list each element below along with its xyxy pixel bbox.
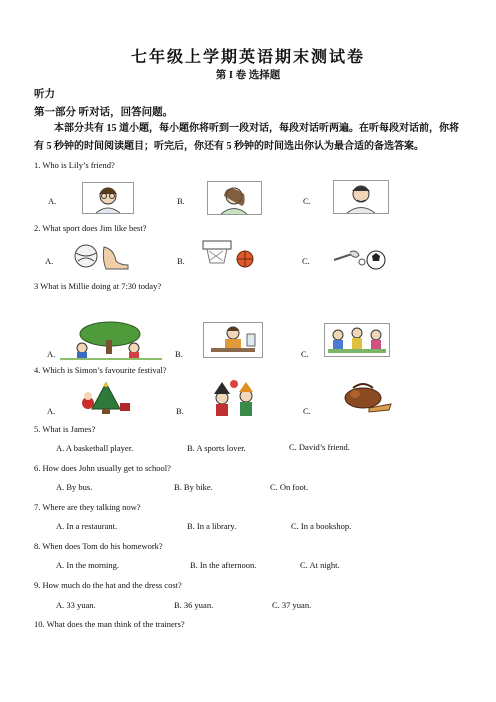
- q4-option-b[interactable]: B.: [176, 406, 184, 416]
- q1-picture-c: [333, 180, 389, 214]
- q4-option-a[interactable]: A.: [47, 406, 56, 416]
- q4-picture-a: [78, 381, 134, 415]
- q4-option-c[interactable]: C.: [303, 406, 311, 416]
- question-7: 7. Where are they talking now?: [34, 502, 141, 512]
- q7-option-a[interactable]: A. In a restaurant.: [56, 521, 118, 531]
- q5-option-b[interactable]: B. A sports lover.: [187, 443, 246, 453]
- question-3: 3 What is Millie doing at 7:30 today?: [34, 281, 162, 291]
- question-6: 6. How does John usually get to school?: [34, 463, 171, 473]
- q3-picture-a: [60, 320, 162, 360]
- q3-option-c[interactable]: C.: [301, 349, 309, 359]
- q6-option-b[interactable]: B. By bike.: [174, 482, 213, 492]
- q1-picture-a: [82, 182, 134, 214]
- q2-picture-b: [201, 239, 259, 271]
- q8-option-c[interactable]: C. At night.: [300, 560, 340, 570]
- q9-option-c[interactable]: C. 37 yuan.: [272, 600, 312, 610]
- q2-picture-a: [72, 241, 130, 271]
- instructions-paragraph: 本部分共有 15 道小题，每小题你将听到一段对话，每段对话听两遍。在听每段对话前，你将有 5 秒钟的时间阅读题目；听完后，你还有 5 秒钟的时间选出你认为最合适的备选答案。: [34, 123, 459, 152]
- q3-option-a[interactable]: A.: [47, 349, 56, 359]
- question-9: 9. How much do the hat and the dress cost?: [34, 580, 182, 590]
- q1-picture-b: [207, 181, 262, 215]
- question-2: 2. What sport does Jim like best?: [34, 223, 147, 233]
- q1-option-c[interactable]: C.: [303, 196, 311, 206]
- q6-option-a[interactable]: A. By bus.: [56, 482, 93, 492]
- part-one-heading: 第一部分 听对话，回答问题。: [34, 107, 174, 118]
- q8-option-b[interactable]: B. In the afternoon.: [190, 560, 257, 570]
- q4-picture-b: [206, 378, 264, 418]
- q1-option-b[interactable]: B.: [177, 196, 185, 206]
- q7-option-b[interactable]: B. In a library.: [187, 521, 237, 531]
- question-5: 5. What is James?: [34, 424, 96, 434]
- q2-option-c[interactable]: C.: [302, 256, 310, 266]
- question-10: 10. What does the man think of the trainers?: [34, 619, 185, 629]
- q6-option-c[interactable]: C. On foot.: [270, 482, 309, 492]
- page-title: 七年级上学期英语期末测试卷: [130, 49, 365, 66]
- section-heading-listening: 听力: [34, 89, 55, 100]
- q3-option-b[interactable]: B.: [175, 349, 183, 359]
- q3-picture-b: [203, 322, 263, 358]
- q2-picture-c: [330, 244, 386, 272]
- q2-option-a[interactable]: A.: [45, 256, 54, 266]
- q9-option-b[interactable]: B. 36 yuan.: [174, 600, 214, 610]
- q5-option-c[interactable]: C. David’s friend.: [289, 442, 350, 452]
- question-1: 1. Who is Lily’s friend?: [34, 160, 115, 170]
- q8-option-a[interactable]: A. In the morning.: [56, 560, 120, 570]
- page-subtitle: 第 I 卷 选择题: [215, 70, 281, 81]
- question-4: 4. Which is Simon’s favourite festival?: [34, 365, 167, 375]
- q3-picture-c: [324, 323, 390, 357]
- q5-option-a[interactable]: A. A basketball player.: [56, 443, 134, 453]
- q4-picture-c: [333, 380, 395, 414]
- q7-option-c[interactable]: C. In a bookshop.: [291, 521, 352, 531]
- question-8: 8. When does Tom do his homework?: [34, 541, 163, 551]
- q9-option-a[interactable]: A. 33 yuan.: [56, 600, 96, 610]
- q1-option-a[interactable]: A.: [48, 196, 57, 206]
- q2-option-b[interactable]: B.: [177, 256, 185, 266]
